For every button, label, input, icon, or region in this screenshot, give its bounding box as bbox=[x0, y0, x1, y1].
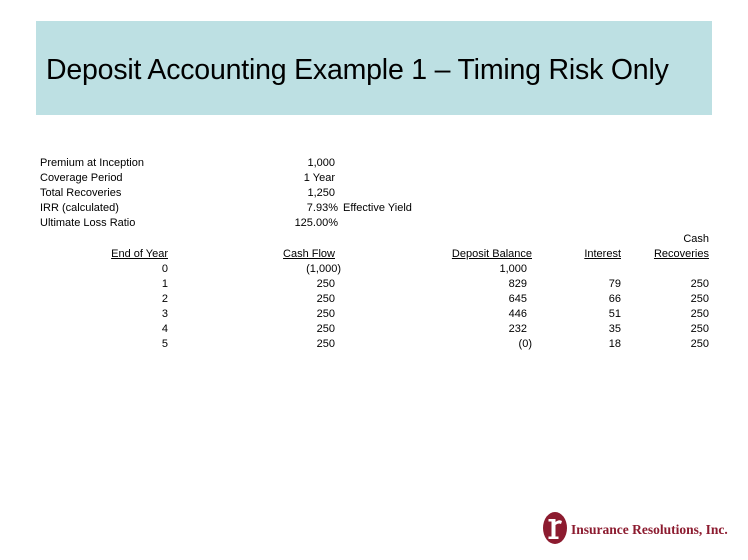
cell-year: 5 bbox=[161, 338, 168, 350]
header-cash-recoveries-line2: Recoveries bbox=[653, 248, 709, 260]
cell-interest: 66 bbox=[608, 293, 621, 305]
summary-label: Ultimate Loss Ratio bbox=[40, 217, 136, 229]
cell-interest: 35 bbox=[608, 323, 621, 335]
cell-cash-recoveries: 250 bbox=[690, 278, 709, 290]
summary-value: 7.93% bbox=[306, 202, 338, 214]
summary-label: Coverage Period bbox=[40, 172, 123, 184]
cell-cash-flow: (1,000) bbox=[306, 263, 341, 275]
cell-cash-recoveries: 250 bbox=[690, 293, 709, 305]
cell-deposit-balance: 232 bbox=[508, 323, 527, 335]
title-band bbox=[36, 21, 712, 115]
cell-cash-flow: 250 bbox=[316, 338, 335, 350]
cell-interest: 79 bbox=[608, 278, 621, 290]
cell-cash-recoveries: 250 bbox=[690, 308, 709, 320]
cell-cash-flow: 250 bbox=[316, 308, 335, 320]
summary-note: Effective Yield bbox=[343, 202, 412, 214]
cell-deposit-balance: 829 bbox=[508, 278, 527, 290]
summary-label: Total Recoveries bbox=[40, 187, 122, 199]
cell-year: 0 bbox=[161, 263, 168, 275]
header-interest: Interest bbox=[584, 248, 621, 260]
header-deposit-balance: Deposit Balance bbox=[451, 248, 532, 260]
cell-cash-recoveries: 250 bbox=[690, 323, 709, 335]
slide-title: Deposit Accounting Example 1 – Timing Risk Only bbox=[46, 54, 669, 86]
cell-year: 2 bbox=[161, 293, 168, 305]
summary-value: 1 Year bbox=[303, 172, 335, 184]
cell-deposit-balance: (0) bbox=[518, 338, 532, 350]
cell-cash-recoveries: 250 bbox=[690, 338, 709, 350]
cell-interest: 51 bbox=[608, 308, 621, 320]
header-end-of-year: End of Year bbox=[111, 248, 168, 260]
logo-text: Insurance Resolutions, Inc. bbox=[571, 522, 728, 537]
cell-year: 1 bbox=[161, 278, 168, 290]
cell-cash-flow: 250 bbox=[316, 293, 335, 305]
cell-cash-flow: 250 bbox=[316, 278, 335, 290]
summary-value: 1,000 bbox=[307, 157, 335, 169]
cell-deposit-balance: 446 bbox=[508, 308, 527, 320]
summary-value: 1,250 bbox=[307, 187, 335, 199]
summary-value: 125.00% bbox=[294, 217, 338, 229]
header-cash-recoveries-line1: Cash bbox=[683, 233, 709, 245]
header-cash-flow: Cash Flow bbox=[283, 248, 335, 260]
ir-monogram-icon bbox=[542, 511, 568, 545]
cell-deposit-balance: 1,000 bbox=[499, 263, 527, 275]
summary-label: Premium at Inception bbox=[40, 157, 144, 169]
summary-label: IRR (calculated) bbox=[40, 202, 119, 214]
cell-cash-flow: 250 bbox=[316, 323, 335, 335]
company-logo bbox=[542, 510, 728, 546]
cell-year: 3 bbox=[161, 308, 168, 320]
cell-interest: 18 bbox=[608, 338, 621, 350]
cell-deposit-balance: 645 bbox=[508, 293, 527, 305]
cell-year: 4 bbox=[161, 323, 168, 335]
